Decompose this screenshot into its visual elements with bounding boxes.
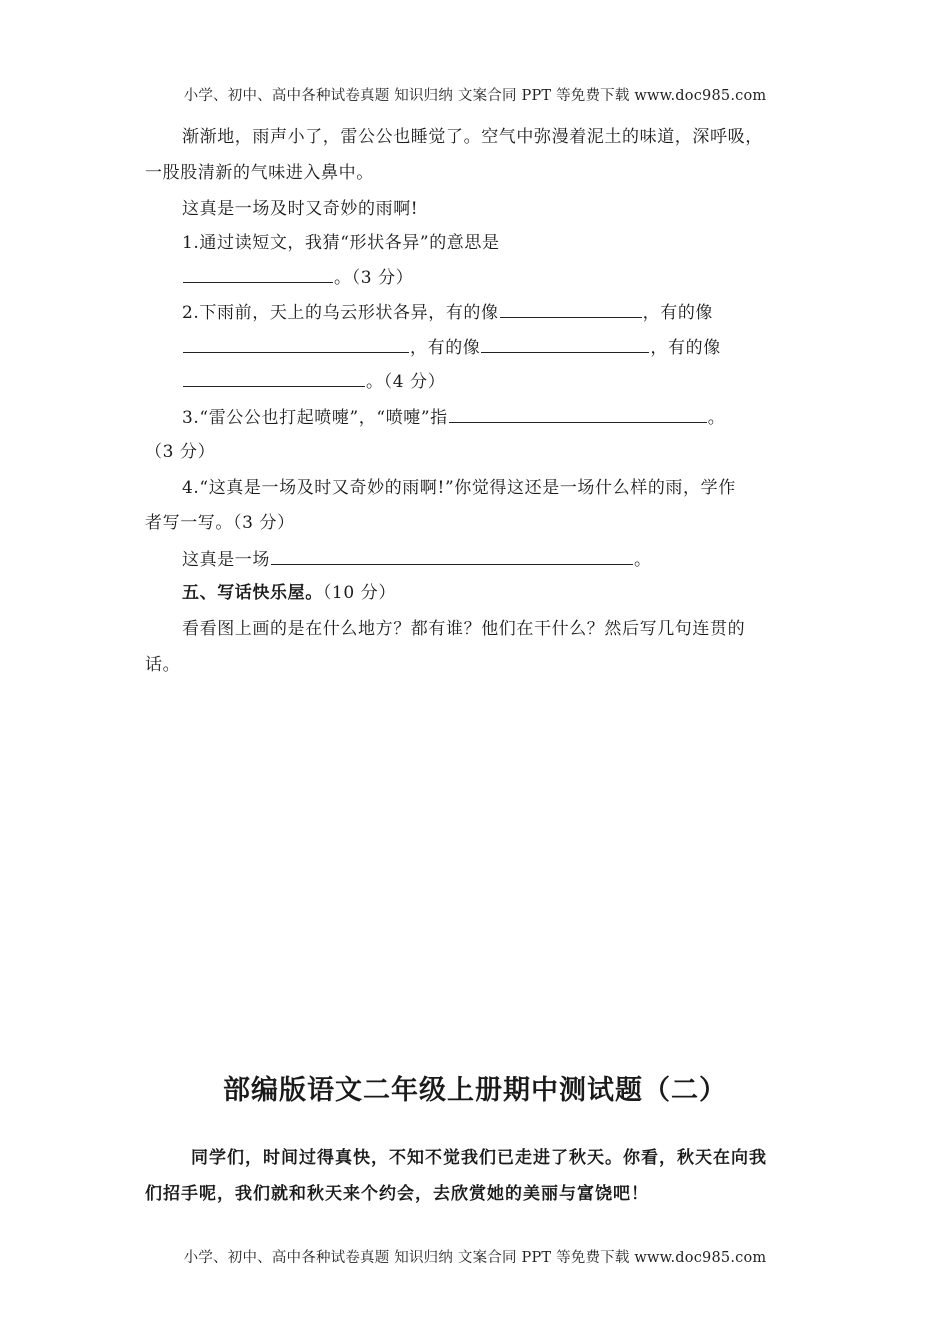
passage-line: 渐渐地，雨声小了，雷公公也睡觉了。空气中弥漫着泥土的味道，深呼吸， <box>182 127 763 147</box>
question-2-text: ，有的像 <box>650 338 721 358</box>
exam-title: 部编版语文二年级上册期中测试题（二） <box>223 1075 727 1106</box>
answer-tail: 。 <box>634 550 652 570</box>
section-5-heading <box>182 581 396 605</box>
question-3 <box>182 405 725 430</box>
score-label: （10 分） <box>322 583 396 603</box>
answer-prefix: 这真是一场 <box>182 550 270 570</box>
question-4: 4.“这真是一场及时又奇妙的雨啊!”你觉得这还是一场什么样的雨，学作 <box>182 478 736 498</box>
answer-blank[interactable] <box>500 300 642 318</box>
question-2 <box>182 300 713 325</box>
question-2-text: 2.下雨前，天上的乌云形状各异，有的像 <box>182 303 499 323</box>
section-5-prompt-line-2: 话。 <box>145 655 181 675</box>
intro-line: 们招手呢，我们就和秋天来个约会，去欣赏她的美丽与富饶吧！ <box>145 1184 649 1204</box>
question-2-text: ，有的像 <box>642 303 714 323</box>
question-2-text: ，有的像 <box>410 338 481 358</box>
question-1: 1.通过读短文，我猜“形状各异”的意思是 <box>182 233 500 253</box>
answer-blank[interactable] <box>449 405 707 423</box>
answer-blank[interactable] <box>183 369 365 387</box>
page-header: 小学、初中、高中各种试卷真题 知识归纳 文案合同 PPT 等免费下载 www.doc985.com <box>183 88 767 104</box>
passage-line: 这真是一场及时又奇妙的雨啊! <box>182 199 419 219</box>
question-3-text: 3.“雷公公也打起喷嚏”，“喷嚏”指 <box>182 408 448 428</box>
score-label: （3 分） <box>145 442 216 462</box>
score-label: 。（3 分） <box>334 268 414 288</box>
question-3-text: 。 <box>707 408 726 428</box>
question-4-answer <box>182 547 652 572</box>
answer-blank[interactable] <box>271 547 633 565</box>
answer-blank[interactable] <box>183 265 333 283</box>
intro-line: 同学们，时间过得真快，不知不觉我们已走进了秋天。你看，秋天在向我 <box>191 1148 767 1168</box>
passage-line: 一股股清新的气味进入鼻中。 <box>145 163 374 183</box>
question-4-line-2: 者写一写。（3 分） <box>145 513 295 533</box>
score-label: 。（4 分） <box>366 372 446 392</box>
question-2-line-2 <box>182 335 721 360</box>
page-footer: 小学、初中、高中各种试卷真题 知识归纳 文案合同 PPT 等免费下载 www.doc985.com <box>183 1250 767 1266</box>
question-2-line-3 <box>182 369 445 394</box>
section-heading: 五、写话快乐屋。 <box>182 583 323 603</box>
answer-blank[interactable] <box>183 335 409 353</box>
section-5-prompt: 看看图上画的是在什么地方？都有谁？他们在干什么？然后写几句连贯的 <box>182 619 746 639</box>
answer-blank[interactable] <box>481 335 649 353</box>
question-1-answer-line <box>182 265 413 290</box>
